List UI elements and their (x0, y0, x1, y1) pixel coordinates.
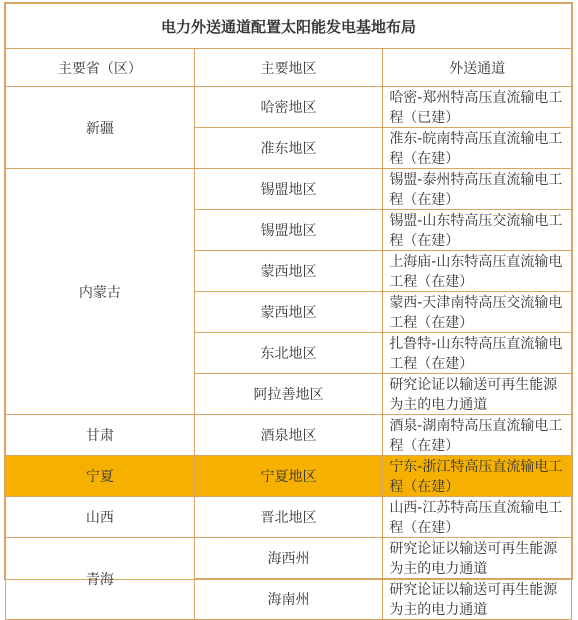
channel-cell: 锡盟-泰州特高压直流输电工程（在建） (383, 169, 572, 210)
channel-cell: 研究论证以输送可再生能源为主的电力通道 (383, 538, 572, 579)
area-cell: 蒙西地区 (194, 251, 383, 292)
channel-cell: 蒙西-天津南特高压交流输电工程（在建） (383, 292, 572, 333)
area-cell: 东北地区 (194, 333, 383, 374)
table-title: 电力外送通道配置太阳能发电基地布局 (6, 4, 572, 49)
area-cell: 锡盟地区 (194, 169, 383, 210)
table-row (6, 497, 572, 538)
table-row (6, 415, 572, 456)
table-row (6, 87, 572, 128)
area-cell: 宁夏地区 (194, 456, 383, 497)
header-province: 主要省（区） (6, 49, 195, 87)
area-cell: 阿拉善地区 (194, 374, 383, 415)
power-layout-table (5, 3, 572, 620)
channel-cell: 准东-皖南特高压直流输电工程（在建） (383, 128, 572, 169)
area-cell: 准东地区 (194, 128, 383, 169)
province-cell: 宁夏 (6, 456, 195, 497)
area-cell: 晋北地区 (194, 497, 383, 538)
highlighted-row (6, 456, 572, 497)
table-container (4, 2, 573, 618)
channel-cell: 山西-江苏特高压直流输电工程（在建） (383, 497, 572, 538)
area-cell: 酒泉地区 (194, 415, 383, 456)
province-cell: 内蒙古 (6, 169, 195, 415)
channel-cell: 研究论证以输送可再生能源为主的电力通道 (383, 374, 572, 415)
channel-cell: 哈密-郑州特高压直流输电工程（已建） (383, 87, 572, 128)
area-cell: 哈密地区 (194, 87, 383, 128)
channel-cell: 扎鲁特-山东特高压直流输电工程（在建） (383, 333, 572, 374)
channel-cell: 锡盟-山东特高压交流输电工程（在建） (383, 210, 572, 251)
province-cell: 青海 (6, 538, 195, 620)
province-cell: 新疆 (6, 87, 195, 169)
area-cell: 蒙西地区 (194, 292, 383, 333)
province-cell: 甘肃 (6, 415, 195, 456)
table-row (6, 169, 572, 210)
channel-cell: 研究论证以输送可再生能源为主的电力通道 (383, 579, 572, 620)
area-cell: 锡盟地区 (194, 210, 383, 251)
channel-cell: 宁东-浙江特高压直流输电工程（在建） (383, 456, 572, 497)
table-row (6, 538, 572, 579)
channel-cell: 酒泉-湖南特高压直流输电工程（在建） (383, 415, 572, 456)
area-cell: 海南州 (194, 579, 383, 620)
area-cell: 海西州 (194, 538, 383, 579)
header-area: 主要地区 (194, 49, 383, 87)
channel-cell: 上海庙-山东特高压直流输电工程（在建） (383, 251, 572, 292)
header-channel: 外送通道 (383, 49, 572, 87)
province-cell: 山西 (6, 497, 195, 538)
